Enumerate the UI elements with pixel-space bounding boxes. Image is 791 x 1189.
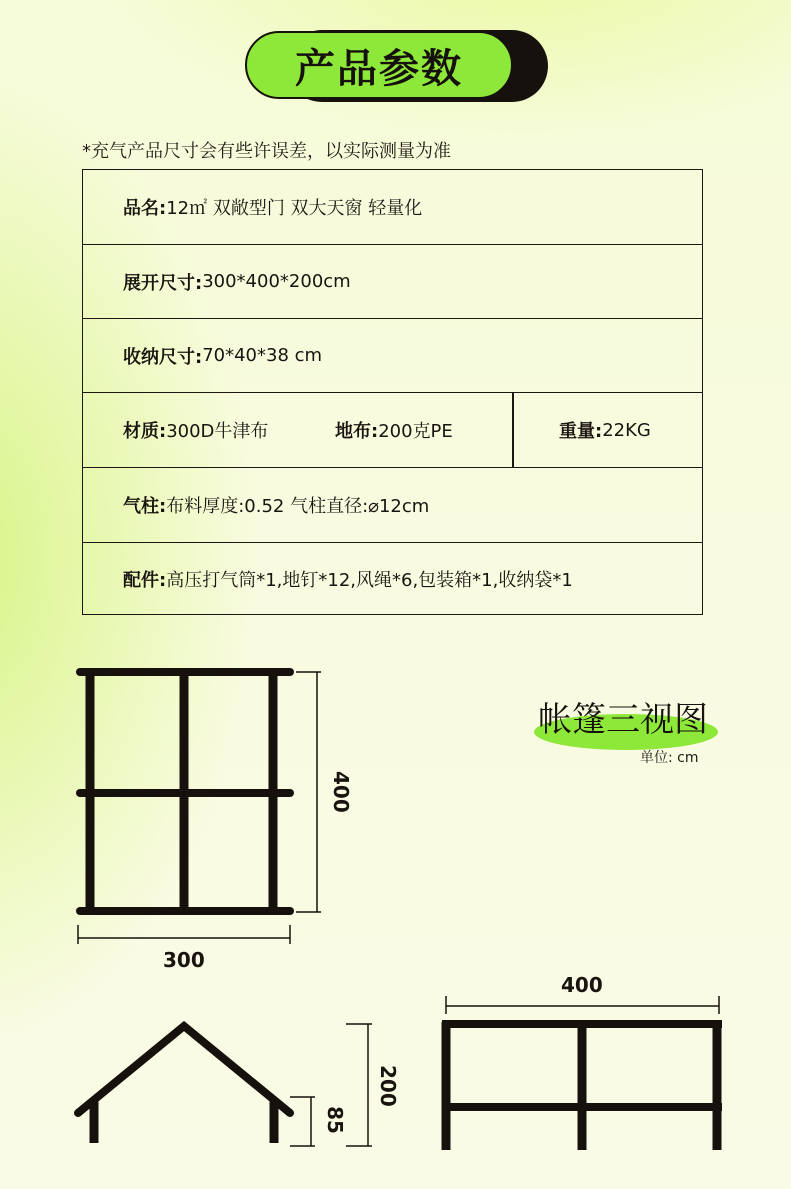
unit-label: 单位: cm — [640, 750, 699, 766]
spec-material-label: 材质: — [123, 421, 167, 442]
spec-unfolded-value: 300*400*200cm — [202, 271, 351, 292]
spec-groundsheet-label: 地布: — [335, 421, 379, 442]
spec-pillar-value: 布料厚度:0.52 气柱直径:⌀12cm — [166, 496, 430, 517]
spec-weight-value: 22KG — [602, 419, 651, 441]
size-tolerance-note: *充气产品尺寸会有些许误差，以实际测量为准 — [82, 141, 451, 162]
front-view-frame — [78, 1026, 290, 1143]
spec-accessories-value: 高压打气筒*1,地钉*12,风绳*6,包装箱*1,收纳袋*1 — [166, 569, 573, 591]
side-view-dimension-lines — [446, 996, 719, 1014]
spec-packed-value: 70*40*38 cm — [202, 345, 323, 366]
spec-weight-label: 重量: — [559, 421, 603, 442]
top-view-dimension-lines — [78, 672, 321, 944]
spec-accessories-label: 配件: — [123, 569, 167, 591]
spec-unfolded-label: 展开尺寸: — [123, 272, 203, 294]
spec-pillar-label: 气柱: — [123, 496, 167, 517]
three-view-badge: 帐篷三视图 — [538, 700, 708, 740]
side-view-length-label: 400 — [561, 973, 603, 997]
page-title: 产品参数 — [245, 31, 513, 99]
spec-material-value: 300D牛津布 — [166, 421, 269, 442]
front-view-height-label: 200 — [376, 1065, 400, 1107]
top-view-depth-label: 400 — [329, 771, 353, 813]
top-view-frame — [80, 672, 290, 911]
spec-groundsheet-value: 200克PE — [378, 421, 453, 442]
spec-packed-label: 收纳尺寸: — [123, 346, 203, 368]
spec-name-label: 品名: — [123, 198, 167, 219]
spec-name-value: 12㎡ 双敞型门 双大天窗 轻量化 — [166, 198, 423, 219]
side-view-frame — [442, 1022, 722, 1150]
top-view-width-label: 300 — [163, 948, 205, 972]
front-view-wall-height-label: 85 — [323, 1106, 347, 1134]
